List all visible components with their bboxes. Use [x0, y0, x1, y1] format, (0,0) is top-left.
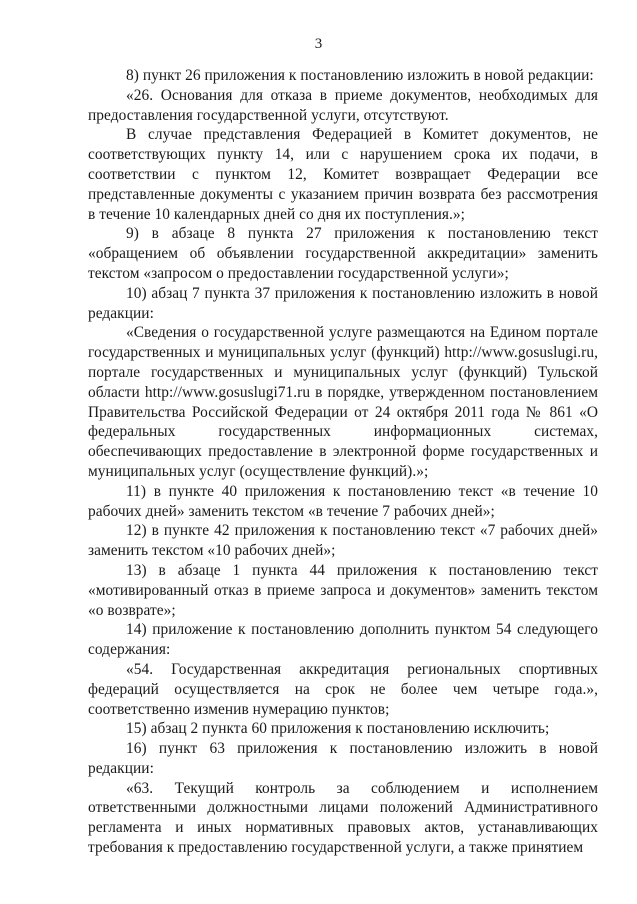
paragraph-item-11: 11) в пункте 40 приложения к постановлению текст «в течение 10 рабочих дней» заменить текстом «в течение 7 рабочих дней»; — [88, 482, 598, 520]
paragraph-clause-26-cont: В случае представления Федерацией в Комитет документов, не соответствующих пункту 14, или с нарушением срока их подачи, в соответствии с пунктом 12, Комитет возвращает Федерации все представленные документы с указанием причин возврата без рассмотрения в течение 10 календарных дней со дня их поступления.»; — [88, 126, 598, 223]
paragraph-item-10: 10) абзац 7 пункта 37 приложения к постановлению изложить в новой редакции: — [88, 284, 598, 322]
paragraph-portal-info: «Сведения о государственной услуге размещаются на Едином портале государственных и муниципальных услуг (функций) http://www.gosuslugi.ru, портале государственных и муниципальных услуг (функций) Тульской области http://www.gosuslugi71.ru в порядке, утвержденном постановлением Правительства Российской Федерации от 24 октября 2011 года № 861 «О федеральных государственных информационных системах, обеспечивающих предоставление в электронной форме государственных и муниципальных услуг (осуществление функций).»; — [88, 324, 598, 480]
paragraph-item-14: 14) приложение к постановлению дополнить пунктом 54 следующего содержания: — [88, 621, 598, 659]
paragraph-item-15: 15) абзац 2 пункта 60 приложения к постановлению исключить; — [126, 720, 550, 738]
paragraph-clause-26: «26. Основания для отказа в приеме документов, необходимых для предоставления государственной услуги, отсутствуют. — [88, 86, 598, 124]
paragraph-item-12: 12) в пункте 42 приложения к постановлению текст «7 рабочих дней» заменить текстом «10 рабочих дней»; — [88, 522, 598, 560]
page-number: 3 — [314, 36, 323, 52]
paragraph-item-16: 16) пункт 63 приложения к постановлению изложить в новой редакции: — [88, 740, 598, 777]
paragraph-clause-63: «63. Текущий контроль за соблюдением и исполнением ответственными должностными лицами положений Административного регламента и иных нормативных правовых актов, устанавливающих требования к предоставлению государственной услуги, а также принятием — [88, 779, 598, 857]
paragraph-item-8: 8) пункт 26 приложения к постановлению изложить в новой редакции: — [126, 67, 594, 84]
paragraph-item-9: 9) в абзаце 8 пункта 27 приложения к постановлению текст «обращением об объявлении государственной аккредитации» заменить текстом «запросом о предоставлении государственной услуги»; — [88, 225, 598, 282]
document-body — [88, 66, 598, 858]
paragraph-clause-54: «54. Государственная аккредитация региональных спортивных федераций осуществляется на срок не более чем четыре года.», соответственно изменив нумерацию пунктов; — [88, 660, 598, 718]
paragraph-item-13: 13) в абзаце 1 пункта 44 приложения к постановлению текст «мотивированный отказ в приеме запроса и документов» заменить текстом «о возврате»; — [88, 561, 598, 619]
